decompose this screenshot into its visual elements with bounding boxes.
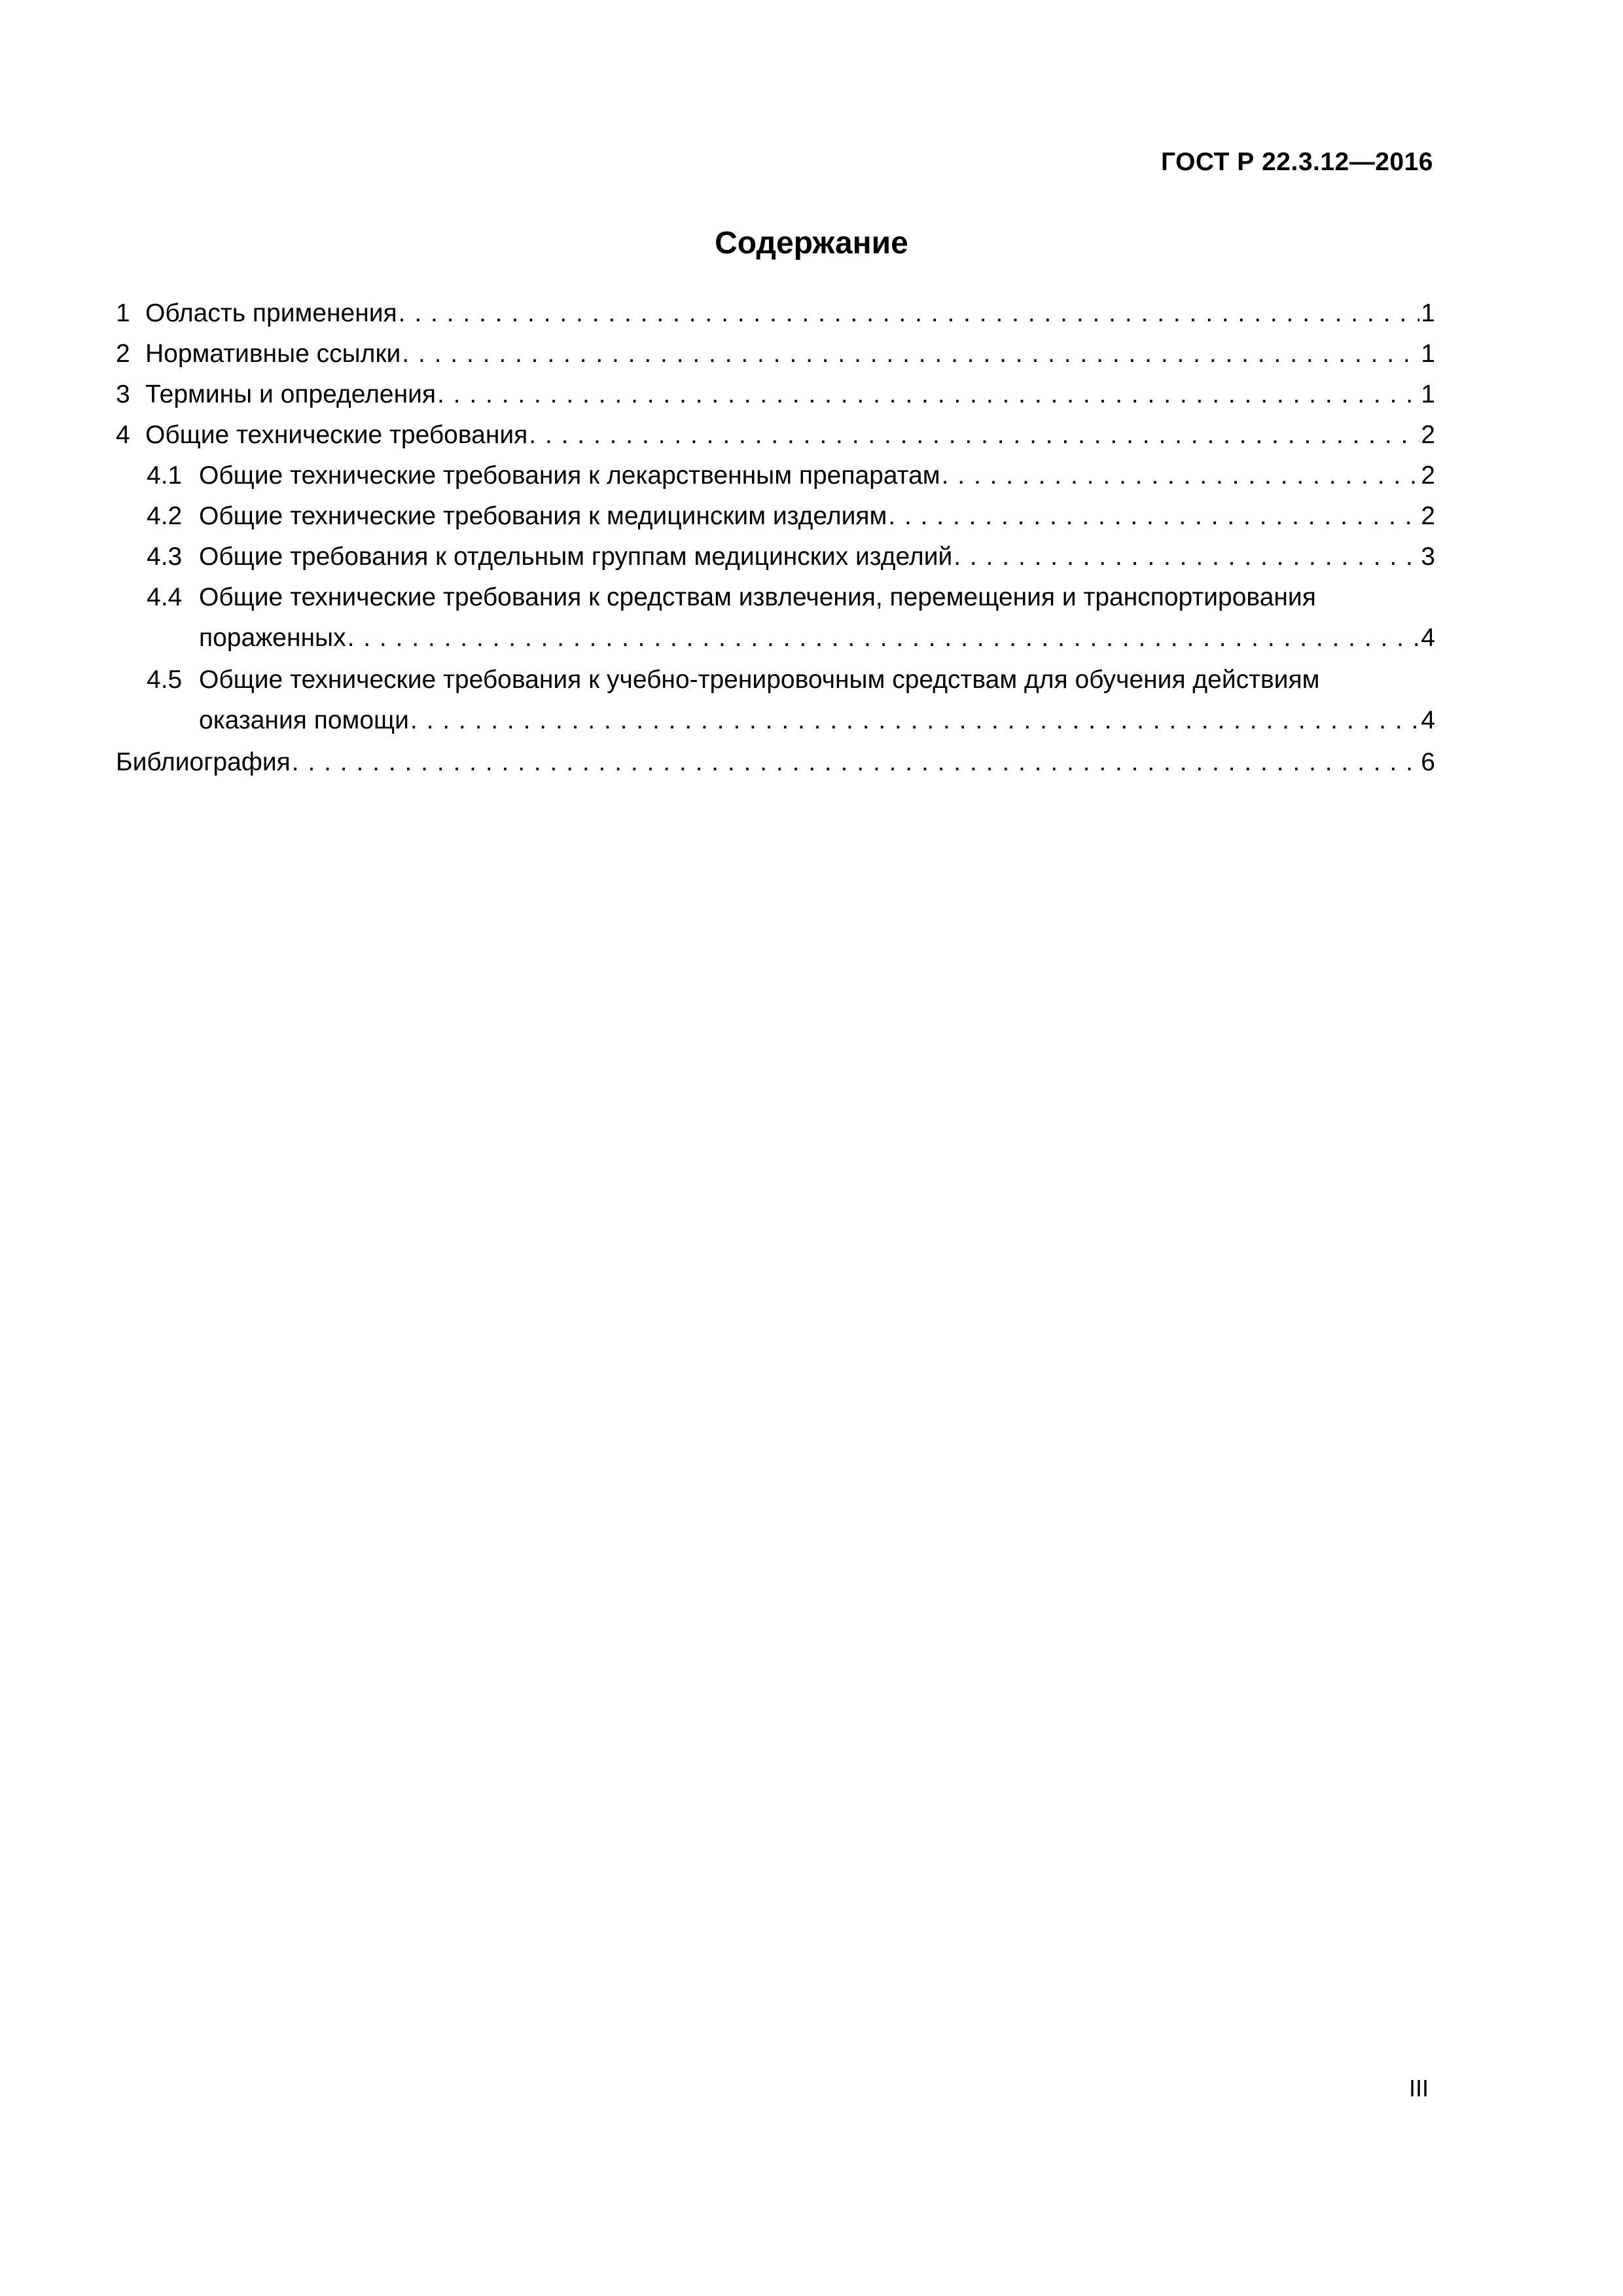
toc-entry-title-line-1: Общие технические требования к учебно-тренировочным средствам для обучения действиям xyxy=(199,666,1320,694)
dot-leader xyxy=(942,456,1420,496)
toc-entry-title: Общие технические требования к медицинским изделиям xyxy=(199,502,887,530)
toc-entry-4-2[interactable] xyxy=(116,496,1435,537)
dot-leader xyxy=(437,374,1419,415)
toc-entry-number: 4.1 xyxy=(147,461,183,490)
toc-entry-page: 1 xyxy=(1421,340,1435,368)
toc-entry-3[interactable] xyxy=(116,374,1435,415)
toc-entry-page: 4 xyxy=(1421,706,1435,734)
toc-entry-number: 4.3 xyxy=(147,543,183,571)
toc-entry-4-3[interactable] xyxy=(116,537,1435,577)
page-number: III xyxy=(1408,2075,1429,2102)
toc-entry-4-4[interactable] xyxy=(116,577,1435,658)
toc-entry-1[interactable] xyxy=(116,293,1435,334)
toc-entry-title-line-2: пораженных xyxy=(199,624,346,652)
toc-entry-4[interactable] xyxy=(116,415,1435,456)
dot-leader xyxy=(399,293,1420,334)
toc-entry-title-line-1: Общие технические требования к средствам извлечения, перемещения и транспортирования xyxy=(199,583,1316,611)
dot-leader xyxy=(954,537,1419,577)
toc-entry-page: 2 xyxy=(1421,502,1435,530)
dot-leader xyxy=(410,700,1419,741)
toc-entry-4-5[interactable] xyxy=(116,660,1435,741)
toc-entry-title: Общие технические требования к лекарственным препаратам xyxy=(199,461,940,490)
toc-entry-title: Термины и определения xyxy=(145,380,437,408)
toc-entry-page: 6 xyxy=(1421,748,1435,776)
dot-leader xyxy=(348,618,1420,658)
dot-leader xyxy=(402,334,1419,374)
dot-leader xyxy=(529,415,1419,456)
toc-entry-title: Нормативные ссылки xyxy=(145,340,401,368)
toc-entry-page: 1 xyxy=(1421,299,1435,327)
toc-entry-title-line-2: оказания помощи xyxy=(199,706,409,734)
toc-entry-page: 3 xyxy=(1421,543,1435,571)
toc-entry-number: 4.4 xyxy=(147,583,183,611)
toc-entry-page: 1 xyxy=(1421,380,1435,408)
toc-title: Содержание xyxy=(715,226,908,260)
toc-list xyxy=(116,293,1435,783)
dot-leader xyxy=(888,496,1419,537)
toc-entry-bibliography[interactable] xyxy=(116,742,1435,783)
toc-entry-page: 2 xyxy=(1421,461,1435,490)
toc-entry-page: 4 xyxy=(1421,624,1435,652)
dot-leader xyxy=(292,742,1420,783)
toc-entry-4-1[interactable] xyxy=(116,456,1435,496)
toc-entry-page: 2 xyxy=(1421,421,1435,449)
toc-entry-title: Общие технические требования xyxy=(145,421,528,449)
document-code: ГОСТ Р 22.3.12—2016 xyxy=(1160,148,1433,176)
toc-entry-number: 4 xyxy=(116,421,130,449)
toc-entry-number: 4.2 xyxy=(147,502,183,530)
toc-entry-title: Библиография xyxy=(116,748,291,776)
toc-entry-2[interactable] xyxy=(116,334,1435,374)
toc-entry-number: 2 xyxy=(116,340,130,368)
toc-entry-title: Область применения xyxy=(145,299,397,327)
toc-entry-number: 3 xyxy=(116,380,130,408)
toc-entry-number: 1 xyxy=(116,299,130,327)
toc-entry-number: 4.5 xyxy=(147,666,183,694)
toc-entry-title: Общие требования к отдельным группам медицинских изделий xyxy=(199,543,953,571)
